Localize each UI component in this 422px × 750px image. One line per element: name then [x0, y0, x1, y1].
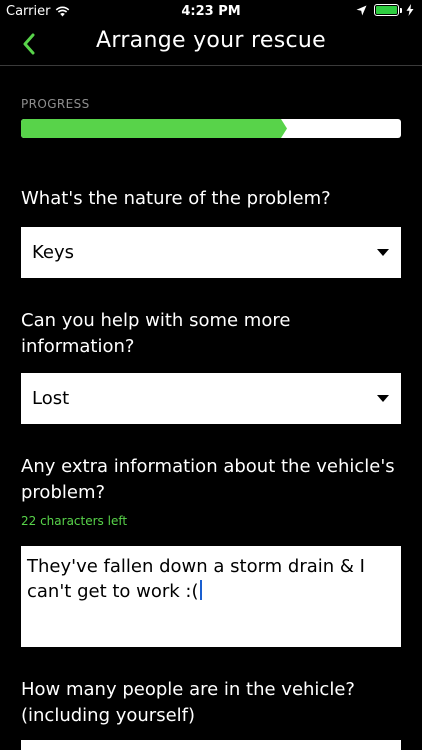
navigation-bar	[0, 22, 422, 66]
dropdown-caret-icon	[377, 395, 389, 402]
extra-info-textarea[interactable]	[21, 546, 401, 647]
charging-bolt-icon	[406, 4, 414, 16]
characters-left-counter: 22 characters left	[21, 514, 128, 528]
status-right	[356, 4, 414, 16]
carrier-label: Carrier	[6, 4, 51, 19]
people-count-select[interactable]	[21, 740, 401, 750]
page-title: Arrange your rescue	[96, 28, 326, 53]
extra-info-text: They've fallen down a storm drain & I can't get to work :(	[27, 556, 365, 602]
question-people-count: How many people are in the vehicle? (including yourself)	[21, 679, 355, 726]
question-more-info: Can you help with some more information?	[21, 310, 291, 357]
dropdown-caret-icon	[377, 249, 389, 256]
question-extra-info: Any extra information about the vehicle's problem?	[21, 456, 395, 503]
problem-nature-value: Keys	[32, 242, 75, 263]
location-arrow-icon	[356, 5, 367, 16]
more-info-select[interactable]	[21, 373, 401, 424]
status-bar	[0, 0, 422, 22]
status-time: 4:23 PM	[181, 4, 241, 19]
problem-nature-select[interactable]	[21, 227, 401, 278]
text-cursor	[200, 580, 202, 600]
progress-bar	[21, 119, 401, 138]
progress-label: PROGRESS	[21, 97, 90, 111]
battery-icon	[374, 4, 399, 16]
more-info-value: Lost	[32, 388, 70, 409]
question-problem-nature: What's the nature of the problem?	[21, 188, 331, 209]
progress-fill	[21, 119, 287, 138]
